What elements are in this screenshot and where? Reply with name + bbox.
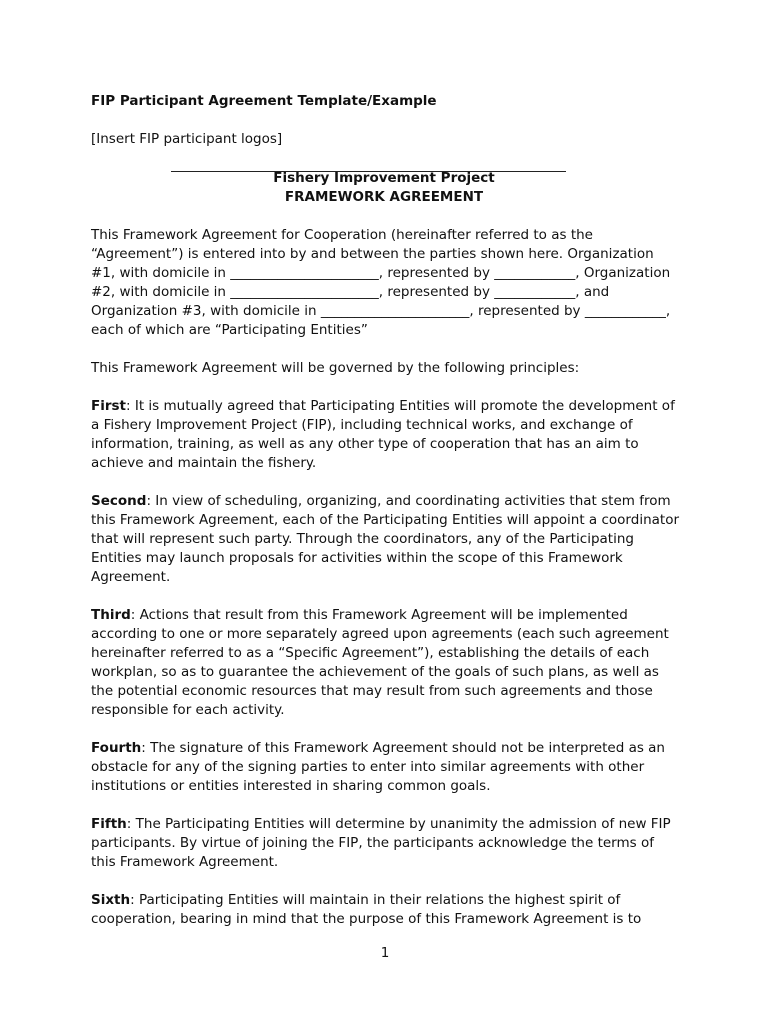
intro-paragraph: This Framework Agreement for Cooperation (hereinafter referred to as the “Agreement”) is entered into by and between the parties shown here. Organization #1, with domicile in ______________________, represented by ____________, Organization #2, with domicile in ______________________, represented by ____________, and Organization #3, with domicile in ______________________, represented by ____________, each of which are “Participating Entities”	[91, 227, 671, 338]
principle-text: : The Participating Entities will determine by unanimity the admission of new FIP participants. By virtue of joining the FIP, the participants acknowledge the terms of this Framework Agreement.	[91, 816, 671, 870]
principles-intro: This Framework Agreement will be governed by the following principles:	[91, 360, 580, 376]
principle-text: : The signature of this Framework Agreement should not be interpreted as an obstacle for any of the signing parties to enter into similar agreements with other institutions or entities interested in sharing common goals.	[91, 740, 665, 794]
document-title: FIP Participant Agreement Template/Example	[91, 93, 437, 109]
page-number: 1	[380, 945, 390, 961]
principle-label: Fifth	[91, 816, 127, 832]
project-name: Fishery Improvement Project	[273, 170, 495, 186]
principle-third	[91, 606, 681, 720]
principle-label: Third	[91, 607, 131, 623]
principle-label: Fourth	[91, 740, 142, 756]
principle-text: : In view of scheduling, organizing, and coordinating activities that stem from this Framework Agreement, each of the Participating Entities will appoint a coordinator that will represent such party. Through the coordinators, any of the Participating Entities may launch proposals for activities within the scope of this Framework Agreement.	[91, 493, 680, 585]
principle-label: First	[91, 398, 126, 414]
principle-second	[91, 492, 681, 587]
principle-first	[91, 397, 681, 473]
principle-sixth	[91, 891, 681, 929]
agreement-heading: FRAMEWORK AGREEMENT	[284, 189, 484, 205]
project-heading	[91, 169, 677, 207]
principle-fourth	[91, 739, 681, 796]
principle-label: Second	[91, 493, 147, 509]
principle-label: Sixth	[91, 892, 131, 908]
principle-text: : Participating Entities will maintain in their relations the highest spirit of cooperation, bearing in mind that the purpose of this Framework Agreement is to	[91, 892, 642, 927]
principle-text: : Actions that result from this Framework Agreement will be implemented according to one or more separately agreed upon agreements (each such agreement hereinafter referred to as a “Specific Agreement”), establishing the details of each workplan, so as to guarantee the achievement of the goals of such plans, as well as the potential economic resources that may result from such agreements and those responsible for each activity.	[91, 607, 669, 718]
principle-text: : It is mutually agreed that Participating Entities will promote the development of a Fishery Improvement Project (FIP), including technical works, and exchange of information, training, as well as any other type of cooperation that has an aim to achieve and maintain the fishery.	[91, 398, 675, 471]
logos-placeholder: [Insert FIP participant logos]	[91, 131, 283, 147]
principle-fifth	[91, 815, 681, 872]
